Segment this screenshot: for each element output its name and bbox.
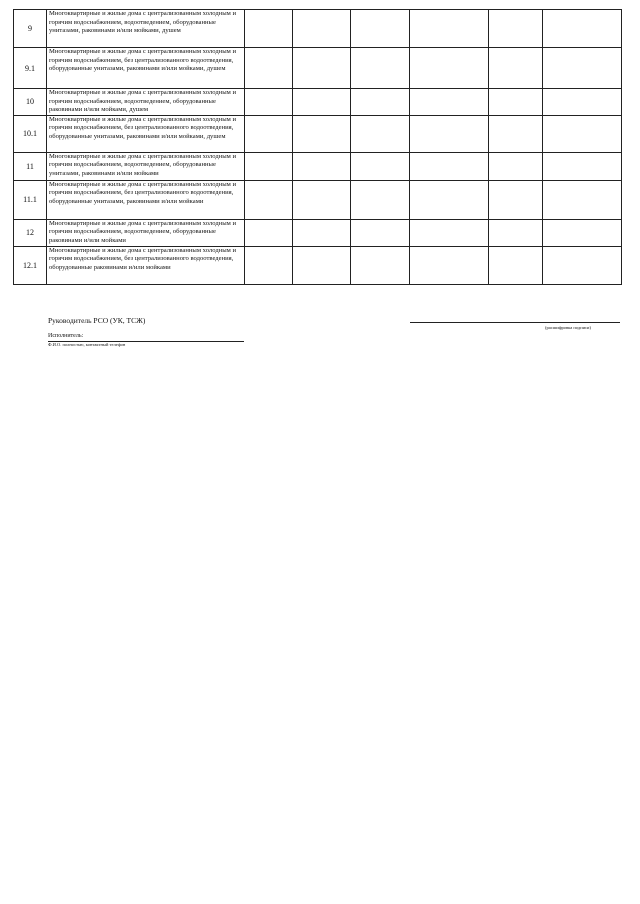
empty-cell [293, 10, 351, 48]
empty-cell [410, 180, 489, 219]
empty-cell [293, 246, 351, 284]
empty-cell [489, 89, 543, 116]
empty-cell [410, 246, 489, 284]
empty-cell [245, 152, 293, 180]
empty-cell [489, 115, 543, 152]
empty-cell [410, 48, 489, 89]
empty-cell [245, 115, 293, 152]
empty-cell [543, 180, 622, 219]
empty-cell [293, 89, 351, 116]
empty-cell [410, 152, 489, 180]
empty-cell [489, 219, 543, 246]
empty-cell [245, 219, 293, 246]
executor-caption: Ф.И.О. полностью, контактный телефон [48, 342, 126, 347]
empty-cell [410, 219, 489, 246]
table-row [14, 10, 622, 48]
empty-cell [351, 10, 410, 48]
table-row [14, 219, 622, 246]
head-signature-label: Руководитель РСО (УК, ТСЖ) [48, 316, 146, 325]
empty-cell [543, 246, 622, 284]
executor-label: Исполнитель: [48, 333, 84, 339]
empty-cell [245, 89, 293, 116]
row-description: Многоквартирные и жилые дома с централизованным холодным и горячим водоснабжением, без централизованного водоотведения, оборудованные унитазами, раковинами и/или мойками, душем [47, 115, 245, 152]
empty-cell [489, 48, 543, 89]
data-table [13, 9, 622, 285]
empty-cell [351, 48, 410, 89]
empty-cell [245, 246, 293, 284]
empty-cell [543, 219, 622, 246]
empty-cell [245, 10, 293, 48]
signature-caption: (расшифровка подписи) [545, 325, 591, 330]
table-row [14, 115, 622, 152]
row-description: Многоквартирные и жилые дома с централизованным холодным и горячим водоснабжением, без централизованного водоотведения, оборудованные унитазами, раковинами и/или мойками, душем [47, 48, 245, 89]
empty-cell [293, 152, 351, 180]
empty-cell [410, 115, 489, 152]
empty-cell [351, 152, 410, 180]
row-number: 10.1 [14, 115, 47, 152]
empty-cell [543, 10, 622, 48]
row-number: 11.1 [14, 180, 47, 219]
empty-cell [543, 48, 622, 89]
table-row [14, 246, 622, 284]
table-row [14, 152, 622, 180]
row-description: Многоквартирные и жилые дома с централизованным холодным и горячим водоснабжением, водоотведением, оборудованные раковинами и/или мойками [47, 219, 245, 246]
empty-cell [489, 10, 543, 48]
empty-cell [293, 219, 351, 246]
empty-cell [489, 152, 543, 180]
signature-line [410, 322, 620, 323]
empty-cell [410, 89, 489, 116]
empty-cell [351, 89, 410, 116]
row-description: Многоквартирные и жилые дома с централизованным холодным и горячим водоснабжением, водоотведением, оборудованные раковинами и/или мойками, душем [47, 89, 245, 116]
row-number: 10 [14, 89, 47, 116]
empty-cell [351, 115, 410, 152]
row-number: 12 [14, 219, 47, 246]
empty-cell [351, 246, 410, 284]
empty-cell [543, 152, 622, 180]
table-row [14, 89, 622, 116]
row-number: 9 [14, 10, 47, 48]
empty-cell [293, 180, 351, 219]
row-description: Многоквартирные и жилые дома с централизованным холодным и горячим водоснабжением, водоотведением, оборудованные унитазами, раковинами и/или мойками, душем [47, 10, 245, 48]
row-number: 11 [14, 152, 47, 180]
empty-cell [489, 246, 543, 284]
row-description: Многоквартирные и жилые дома с централизованным холодным и горячим водоснабжением, без централизованного водоотведения, оборудованные унитазами, раковинами и/или мойками [47, 180, 245, 219]
empty-cell [293, 115, 351, 152]
empty-cell [543, 115, 622, 152]
empty-cell [293, 48, 351, 89]
empty-cell [410, 10, 489, 48]
table-row [14, 48, 622, 89]
row-number: 12.1 [14, 246, 47, 284]
empty-cell [351, 180, 410, 219]
empty-cell [245, 180, 293, 219]
row-description: Многоквартирные и жилые дома с централизованным холодным и горячим водоснабжением, водоотведением, оборудованные унитазами, раковинами и/или мойками [47, 152, 245, 180]
table-row [14, 180, 622, 219]
row-description: Многоквартирные и жилые дома с централизованным холодным и горячим водоснабжением, без централизованного водоотведения, оборудованные раковинами и/или мойками [47, 246, 245, 284]
empty-cell [245, 48, 293, 89]
empty-cell [489, 180, 543, 219]
empty-cell [351, 219, 410, 246]
row-number: 9.1 [14, 48, 47, 89]
table-body [14, 10, 622, 285]
empty-cell [543, 89, 622, 116]
